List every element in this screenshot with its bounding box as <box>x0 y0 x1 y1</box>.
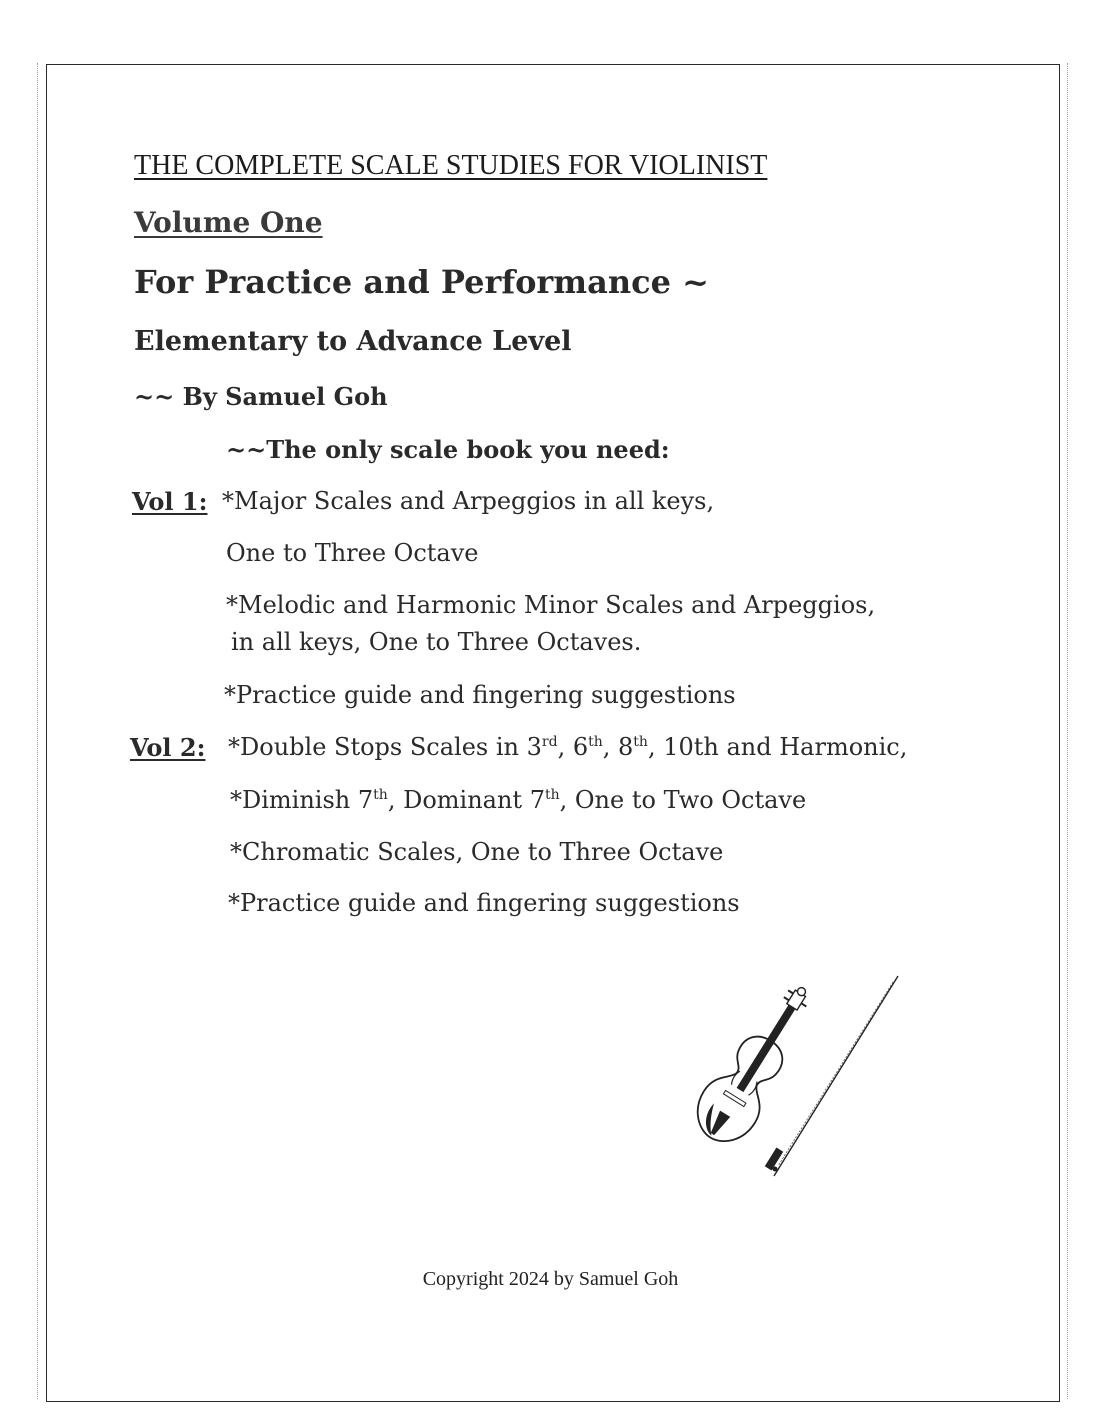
vol1-item: *Melodic and Harmonic Minor Scales and Arpeggios, <box>226 591 876 619</box>
violin-and-bow-icon <box>670 970 910 1190</box>
vol1-item: in all keys, One to Three Octaves. <box>231 628 642 656</box>
bow-icon <box>765 976 898 1176</box>
vol1-item: One to Three Octave <box>226 539 479 567</box>
author-line: ~~ By Samuel Goh <box>134 382 388 411</box>
violin-body-icon <box>685 972 829 1153</box>
vol2-item-practice: *Practice guide and fingering suggestions <box>228 889 740 917</box>
vol2-item-double-stops: *Double Stops Scales in 3rd, 6th, 8th, 10th and Harmonic, <box>228 733 908 761</box>
tagline: ~~The only scale book you need: <box>226 435 670 464</box>
book-title: THE COMPLETE SCALE STUDIES FOR VIOLINIST <box>134 150 768 181</box>
vol2-item-chromatic: *Chromatic Scales, One to Three Octave <box>230 838 724 866</box>
level-line: Elementary to Advance Level <box>134 326 572 357</box>
vol2-label: Vol 2: <box>130 733 206 762</box>
vol2-item-diminish: *Diminish 7th, Dominant 7th, One to Two Octave <box>230 786 807 814</box>
vol1-label: Vol 1: <box>132 487 208 516</box>
volume-heading: Volume One <box>134 206 323 239</box>
copyright-notice: Copyright 2024 by Samuel Goh <box>422 1268 679 1290</box>
subtitle: For Practice and Performance ~ <box>134 263 709 301</box>
vol1-item: *Major Scales and Arpeggios in all keys, <box>222 487 715 515</box>
vol1-item: *Practice guide and fingering suggestions <box>224 681 736 709</box>
